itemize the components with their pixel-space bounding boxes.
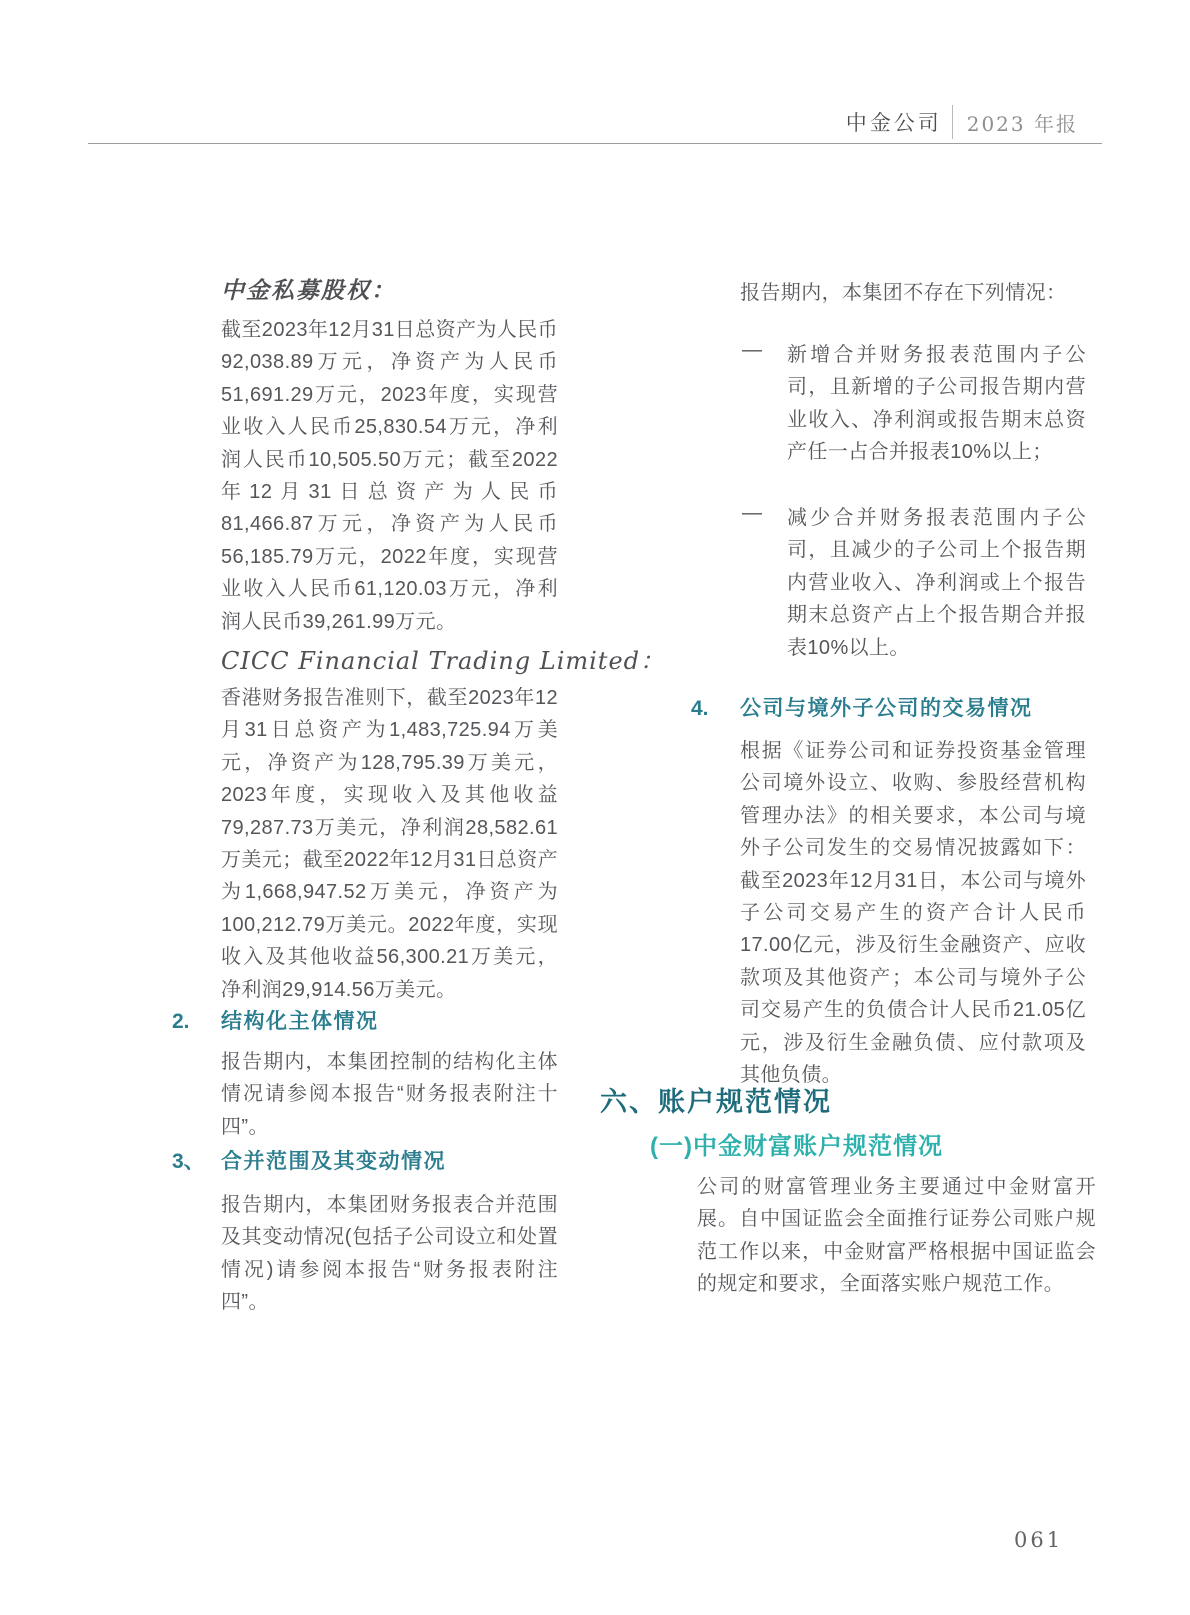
paragraph-private-equity: 截至2023年12月31日总资产为人民币92,038.89万元，净资产为人民币51,691.29万元，2023年度，实现营业收入人民币25,830.54万元，净利润人民币10,505.50万元；截至2022年12月31日总资产为人民币81,466.87万元，净资产为人民币56,185.79万元，2022年度，实现营业收入人民币61,120.03万元，净利润人民币39,261.99万元。 (221, 319, 558, 633)
section2-title: 结构化主体情况 (221, 1010, 379, 1033)
subheading-private-equity: 中金私募股权： (221, 277, 396, 304)
section2-heading (172, 1005, 379, 1035)
page-number: 061 (1014, 1528, 1064, 1552)
paragraph-cicc-ftl: 香港财务报告准则下，截至2023年12月31日总资产为1,483,725.94万美元，净资产为128,795.39万美元，2023年度，实现收入及其他收益79,287.73万美元，净利润28,582.61万美元；截至2022年12月31日总资产为1,668,947.52万美元，净资产为100,212.79万美元。2022年度，实现收入及其他收益56,300.21万美元，净利润29,914.56万美元。 (221, 687, 558, 1001)
section4-body: 根据《证券公司和证券投资基金管理公司境外设立、收购、参股经营机构管理办法》的相关要求，本公司与境外子公司发生的交易情况披露如下：截至2023年12月31日，本公司与境外子公司交易产生的资产合计人民币17.00亿元，涉及衍生金融资产、应收款项及其他资产；本公司与境外子公司交易产生的负债合计人民币21.05亿元，涉及衍生金融负债、应付款项及其他负债。 (740, 740, 1086, 1087)
section3-body: 报告期内，本集团财务报表合并范围及其变动情况(包括子公司设立和处置情况)请参阅本报告“财务报表附注四”。 (221, 1194, 558, 1314)
header-rule (88, 143, 1102, 144)
bullet1-text: 新增合并财务报表范围内子公司，且新增的子公司报告期内营业收入、净利润或报告期末总资产任一占合并报表10%以上； (787, 344, 1086, 464)
subheading-cicc-ftl: CICC Financial Trading Limited： (221, 647, 666, 675)
conditions-intro: 报告期内，本集团不存在下列情况： (740, 282, 1067, 304)
brand-name: 中金公司 (845, 111, 942, 135)
section4-title: 公司与境外子公司的交易情况 (740, 697, 1033, 720)
section4-number: 4. (691, 697, 709, 720)
chapter6-1-body: 公司的财富管理业务主要通过中金财富开展。自中国证监会全面推行证券公司账户规范工作以来，中金财富严格根据中国证监会的规定和要求，全面落实账户规范工作。 (697, 1176, 1096, 1296)
section2-number: 2. (172, 1010, 190, 1033)
header-divider (952, 105, 953, 139)
section2-body: 报告期内，本集团控制的结构化主体情况请参阅本报告“财务报表附注十四”。 (221, 1051, 558, 1138)
section3-heading (172, 1145, 446, 1175)
edition-label: 2023 年报 (966, 111, 1078, 136)
bullet2-dash: — (742, 502, 762, 524)
chapter6-1-heading: (一)中金财富账户规范情况 (650, 1133, 943, 1160)
bullet2-text: 减少合并财务报表范围内子公司，且减少的子公司上个报告期内营业收入、净利润或上个报告期末总资产占上个报告期合并报表10%以上。 (787, 507, 1086, 659)
bullet1-dash: — (742, 339, 762, 361)
page-header (846, 104, 1078, 140)
section3-number: 3、 (172, 1150, 205, 1173)
chapter6-heading: 六、账户规范情况 (600, 1087, 832, 1117)
section3-title: 合并范围及其变动情况 (221, 1150, 446, 1173)
section4-heading (691, 692, 1033, 722)
